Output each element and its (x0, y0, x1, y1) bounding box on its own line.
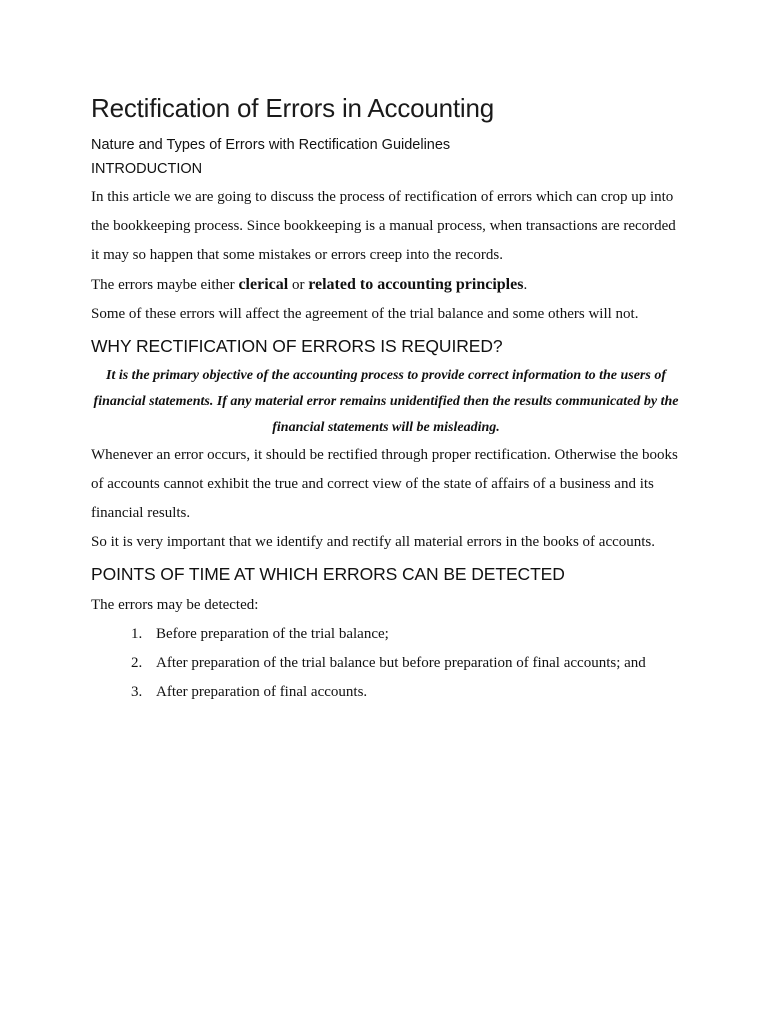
introduction-heading: INTRODUCTION (91, 161, 203, 177)
list-item-text: After preparation of the trial balance but before preparation of final accounts; and (156, 655, 646, 671)
list-item-text: After preparation of final accounts. (156, 684, 368, 700)
term-accounting-principles: related to accounting principles (308, 276, 524, 293)
document-title: Rectification of Errors in Accounting (91, 93, 495, 123)
points-intro: The errors may be detected: (91, 597, 259, 613)
list-item-number: 3. (131, 684, 143, 700)
points-of-time-heading: POINTS OF TIME AT WHICH ERRORS CAN BE DETECTED (91, 564, 565, 584)
detection-points-list (91, 620, 681, 707)
why-paragraph-1: Whenever an error occurs, it should be rectified through proper rectification. Otherwise the books of accounts cannot exhibit the true and correct view of the state of affairs of a business and its financial results. (91, 447, 678, 521)
list-item (131, 649, 681, 678)
document-body (91, 88, 681, 707)
list-item-number: 1. (131, 626, 143, 642)
intro-paragraph-3: Some of these errors will affect the agreement of the trial balance and some others will not. (91, 306, 639, 322)
list-item-number: 2. (131, 655, 143, 671)
list-item (131, 620, 681, 649)
intro-p2-suffix: . (523, 277, 528, 293)
why-paragraph-2: So it is very important that we identify and rectify all material errors in the books of accounts. (91, 534, 656, 550)
intro-paragraph-1: In this article we are going to discuss the process of rectification of errors which can crop up into the bookkeeping process. Since bookkeeping is a manual process, when transactions are recorded it may so happen that some mistakes or errors creep into the records. (91, 189, 676, 263)
term-clerical: clerical (238, 276, 289, 293)
intro-p2-prefix: The errors maybe either (91, 277, 239, 293)
intro-paragraph-2 (91, 270, 681, 300)
objective-quote: It is the primary objective of the accounting process to provide correct information to the users of financial statements. If any material error remains unidentified then the results communicated by the financial statements will be misleading. (93, 368, 679, 435)
list-item (131, 678, 681, 707)
document-subtitle: Nature and Types of Errors with Rectification Guidelines (91, 137, 451, 153)
intro-p2-joiner: or (288, 277, 309, 293)
why-rectification-heading: WHY RECTIFICATION OF ERRORS IS REQUIRED? (91, 336, 503, 356)
list-item-text: Before preparation of the trial balance; (156, 626, 389, 642)
